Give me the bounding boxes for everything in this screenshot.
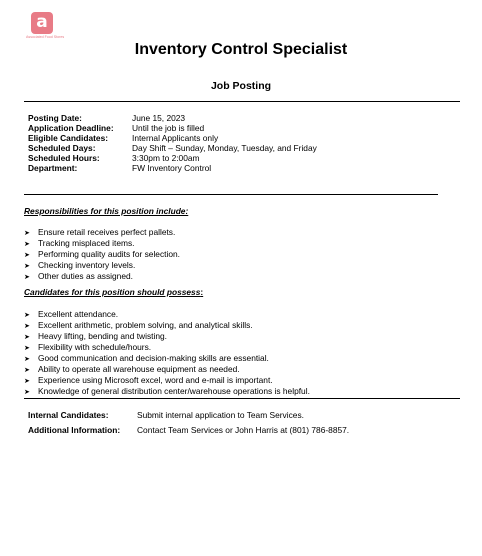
page-subtitle: Job Posting: [210, 80, 272, 92]
detail-value: Internal Applicants only: [132, 132, 219, 143]
arrow-bullet-icon: ➤: [24, 388, 30, 396]
footer-divider: [24, 398, 460, 399]
qualifications-heading-text: Candidates for this position should possess: [24, 287, 201, 297]
list-item: [24, 364, 310, 375]
list-item-text: Excellent attendance.: [38, 309, 119, 319]
list-item: [24, 353, 310, 364]
logo-caption: Associated Food Stores: [26, 35, 65, 39]
arrow-bullet-icon: ➤: [24, 322, 30, 330]
page-title: Inventory Control Specialist: [134, 41, 348, 58]
detail-value: FW Inventory Control: [132, 162, 212, 173]
detail-label: Department:: [28, 162, 78, 173]
arrow-bullet-icon: ➤: [24, 344, 30, 352]
list-item-text: Experience using Microsoft excel, word and e-mail is important.: [38, 375, 273, 385]
list-item-text: Heavy lifting, bending and twisting.: [38, 331, 167, 341]
arrow-bullet-icon: ➤: [24, 333, 30, 341]
detail-label: Scheduled Days:: [28, 142, 96, 153]
list-item: [24, 271, 180, 282]
qualifications-heading-colon: :: [200, 287, 204, 297]
logo-mark: a: [31, 12, 53, 34]
list-item-text: Knowledge of general distribution center/warehouse operations is helpful.: [38, 386, 310, 396]
detail-value: June 15, 2023: [132, 113, 186, 123]
list-item: [24, 375, 310, 386]
list-item-text: Checking inventory levels.: [38, 260, 136, 270]
list-item: [24, 227, 180, 238]
list-item: [24, 238, 180, 249]
footer-info: [28, 408, 349, 438]
list-item: [24, 331, 310, 342]
list-item: [24, 386, 310, 397]
details-divider: [24, 194, 438, 195]
list-item-text: Ability to operate all warehouse equipment as needed.: [38, 364, 240, 374]
arrow-bullet-icon: ➤: [24, 229, 30, 237]
footer-label: Additional Information:: [28, 425, 121, 435]
qualifications-list: [24, 309, 310, 397]
list-item: [24, 320, 310, 331]
list-item-text: Ensure retail receives perfect pallets.: [38, 227, 176, 237]
footer-value: Submit internal application to Team Services.: [137, 410, 304, 420]
footer-row-internal-candidates: [28, 408, 349, 423]
qualifications-heading: [24, 287, 203, 297]
footer-row-additional-information: [28, 423, 349, 438]
list-item-text: Other duties as assigned.: [38, 271, 133, 281]
footer-label: Internal Candidates:: [28, 410, 109, 420]
list-item: [24, 342, 310, 353]
detail-label: Eligible Candidates:: [28, 132, 109, 143]
detail-value: Day Shift – Sunday, Monday, Tuesday, and Friday: [132, 142, 317, 153]
arrow-bullet-icon: ➤: [24, 251, 30, 259]
detail-label: Scheduled Hours:: [28, 152, 100, 163]
detail-value: 3:30pm to 2:00am: [132, 152, 200, 163]
footer-value: Contact Team Services or John Harris at (801) 786-8857.: [137, 425, 350, 435]
detail-label: Posting Date:: [28, 113, 82, 123]
arrow-bullet-icon: ➤: [24, 377, 30, 385]
detail-value: Until the job is filled: [132, 122, 205, 133]
list-item-text: Excellent arithmetic, problem solving, and analytical skills.: [38, 320, 253, 330]
list-item-text: Good communication and decision-making skills are essential.: [38, 353, 269, 363]
detail-row-department: [28, 164, 317, 174]
arrow-bullet-icon: ➤: [24, 311, 30, 319]
header-divider: [24, 101, 460, 102]
list-item: [24, 260, 180, 271]
responsibilities-heading: Responsibilities for this position include:: [24, 206, 189, 216]
posting-details: [28, 114, 317, 173]
arrow-bullet-icon: ➤: [24, 366, 30, 374]
detail-label: Application Deadline:: [28, 122, 114, 133]
list-item-text: Tracking misplaced items.: [38, 238, 135, 248]
company-logo: [26, 12, 66, 39]
arrow-bullet-icon: ➤: [24, 355, 30, 363]
list-item-text: Flexibility with schedule/hours.: [38, 342, 152, 352]
arrow-bullet-icon: ➤: [24, 273, 30, 281]
arrow-bullet-icon: ➤: [24, 240, 30, 248]
list-item: [24, 249, 180, 260]
arrow-bullet-icon: ➤: [24, 262, 30, 270]
list-item: [24, 309, 310, 320]
responsibilities-list: [24, 227, 180, 282]
list-item-text: Performing quality audits for selection.: [38, 249, 180, 259]
